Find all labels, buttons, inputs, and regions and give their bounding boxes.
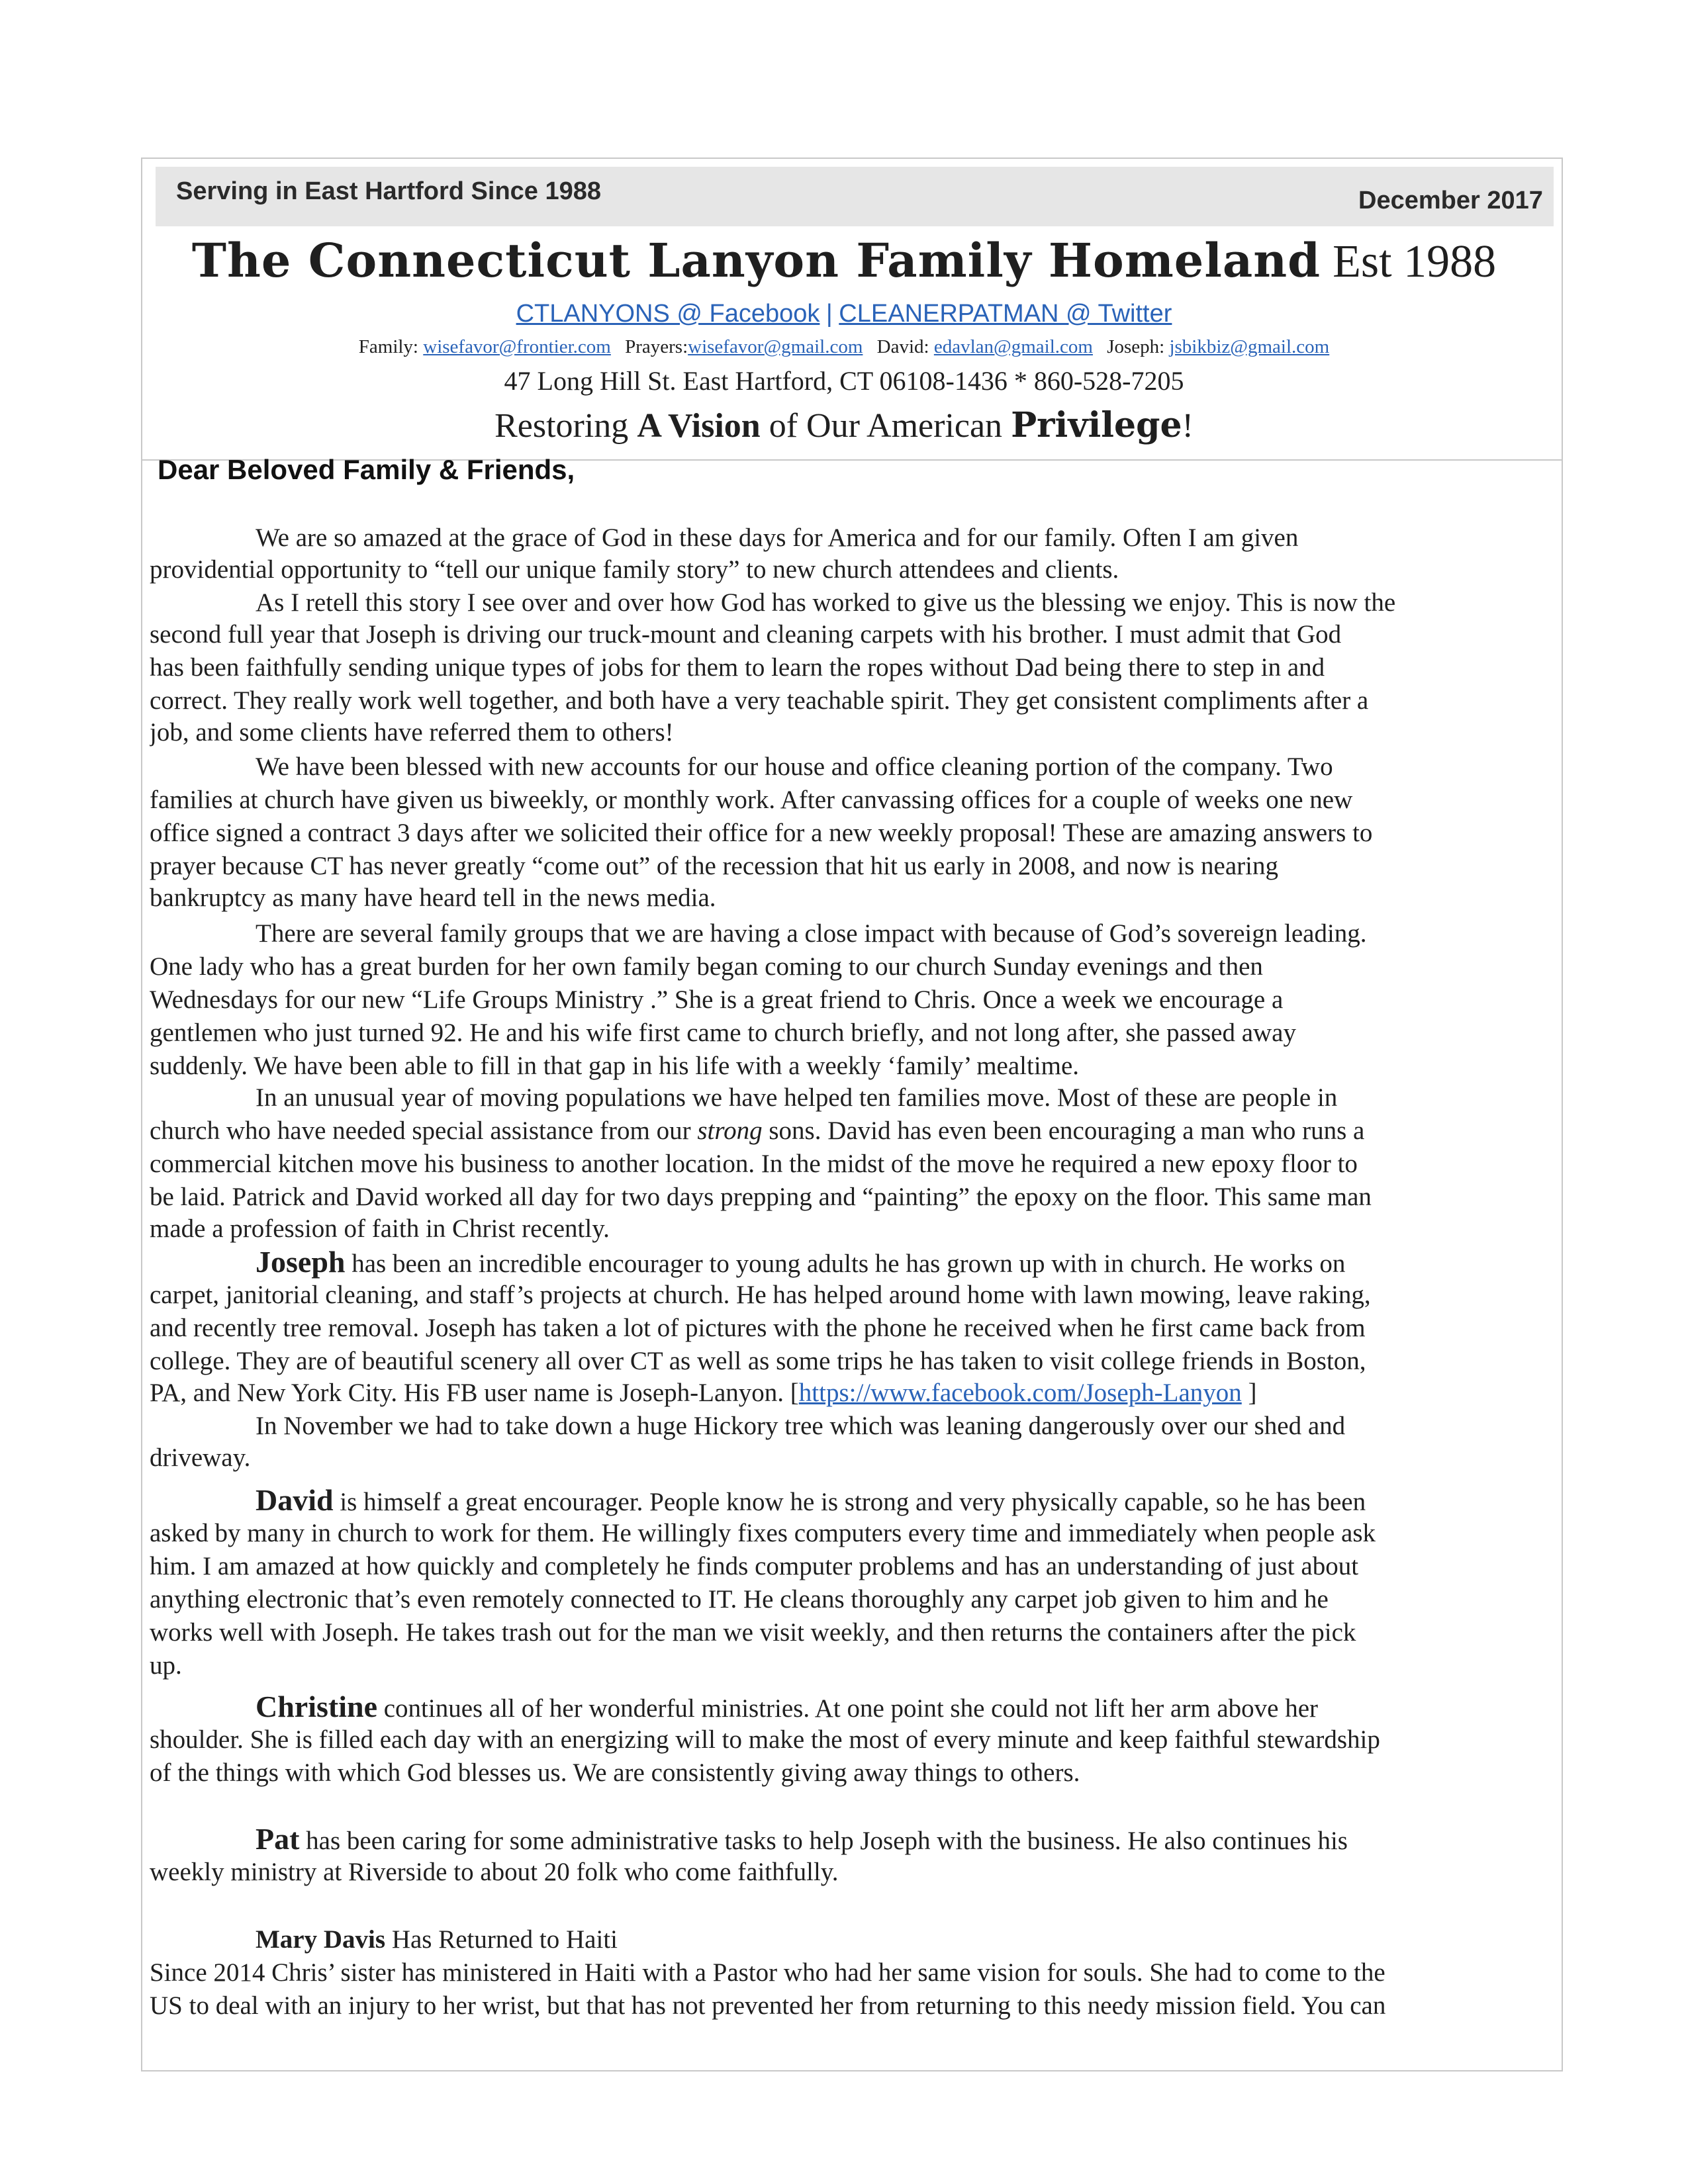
section-name-mary-davis: Mary Davis	[256, 1925, 386, 1954]
prayers-email-link[interactable]: wisefavor@gmail.com	[688, 336, 863, 357]
body-text: is himself a great encourager. People know he is strong and very physically capable, so he has been	[340, 1488, 1366, 1516]
masthead-est: Est 1988	[1333, 236, 1497, 287]
section-name-pat: Pat	[256, 1824, 300, 1856]
joseph-email-label: Joseph:	[1107, 336, 1165, 357]
family-email-link[interactable]: wisefavor@frontier.com	[423, 336, 611, 357]
contact-emails	[0, 336, 1688, 358]
section-name-christine: Christine	[256, 1692, 377, 1723]
body-line: As I retell this story I see over and over how God has worked to give us the blessing we enjoy. This is now the	[256, 588, 1396, 617]
tagline-vision: A Vision	[637, 407, 761, 445]
body-line: driveway.	[150, 1443, 251, 1472]
body-line	[150, 1116, 1566, 1146]
body-line	[150, 1247, 1672, 1279]
tagline-start: Restoring	[494, 407, 629, 445]
tagline-middle: of Our American	[769, 407, 1003, 445]
joseph-facebook-link[interactable]: https://www.facebook.com/Joseph-Lanyon	[798, 1379, 1242, 1407]
body-line: There are several family groups that we are having a close impact with because of God’s sovereign leading.	[256, 919, 1367, 948]
body-line: asked by many in church to work for them. He willingly fixes computers every time and immediately when people ask	[150, 1519, 1376, 1547]
body-line: second full year that Joseph is driving our truck-mount and cleaning carpets with his brother. I must admit that God	[150, 620, 1342, 649]
tagline	[0, 405, 1688, 445]
emphasis-strong: strong	[697, 1116, 763, 1145]
body-line: be laid. Patrick and David worked all day for two days prepping and “painting” the epoxy on the floor. This same man	[150, 1183, 1372, 1211]
body-line: has been faithfully sending unique types of jobs for them to learn the ropes without Dad being there to step in and	[150, 653, 1325, 682]
body-line: correct. They really work well together, and both have a very teachable spirit. They get consistent compliments after a	[150, 686, 1369, 715]
section-heading-mary-davis	[150, 1925, 1672, 1955]
body-line: providential opportunity to “tell our unique family story” to new church attendees and clients.	[150, 555, 1119, 584]
masthead-title	[0, 233, 1688, 289]
body-line	[150, 1692, 1672, 1724]
social-separator: |	[825, 300, 833, 328]
body-line: US to deal with an injury to her wrist, but that has not prevented her from returning to this needy mission field. You can	[150, 1991, 1386, 2020]
twitter-link[interactable]: CLEANERPATMAN @ Twitter	[839, 300, 1172, 328]
body-line: works well with Joseph. He takes trash out for the man we visit weekly, and then returns the containers after the pick	[150, 1618, 1356, 1647]
body-line: In November we had to take down a huge Hickory tree which was leaning dangerously over our shed and	[256, 1412, 1346, 1440]
david-email-label: David:	[876, 336, 929, 357]
body-line: families at church have given us biweekly, or monthly work. After canvassing offices for a couple of weeks one new	[150, 786, 1353, 814]
body-line: One lady who has a great burden for her own family began coming to our church Sunday evenings and then	[150, 952, 1263, 981]
masthead-name: The Connecticut Lanyon Family Homeland	[191, 233, 1321, 288]
body-text: church who have needed special assistance from our	[150, 1116, 691, 1145]
body-line	[150, 1378, 1566, 1408]
body-line: carpet, janitorial cleaning, and staff’s projects at church. He has helped around home with lawn mowing, leave raking,	[150, 1281, 1371, 1309]
issue-date: December 2017	[1358, 187, 1543, 214]
prayers-email-label: Prayers:	[625, 336, 688, 357]
family-email-label: Family:	[358, 336, 418, 357]
body-line: shoulder. She is filled each day with an energizing will to make the most of every minute and keep faithful stewardship	[150, 1725, 1380, 1754]
social-links	[0, 299, 1688, 328]
body-line: weekly ministry at Riverside to about 20 folk who come faithfully.	[150, 1858, 839, 1886]
body-line: college. They are of beautiful scenery all over CT as well as some trips he has taken to visit college friends in Boston,	[150, 1347, 1366, 1375]
body-line: made a profession of faith in Christ recently.	[150, 1214, 610, 1243]
body-text: has been caring for some administrative tasks to help Joseph with the business. He also continues his	[306, 1827, 1348, 1855]
body-line: In an unusual year of moving populations we have helped ten families move. Most of these are people in	[256, 1083, 1338, 1112]
body-line: of the things with which God blesses us. We are consistently giving away things to others.	[150, 1758, 1080, 1787]
body-line	[150, 1485, 1672, 1518]
body-line: job, and some clients have referred them to others!	[150, 718, 674, 747]
body-line: bankruptcy as many have heard tell in the news media.	[150, 884, 716, 912]
body-text: continues all of her wonderful ministries. At one point she could not lift her arm above her	[383, 1694, 1318, 1723]
body-text: PA, and New York City. His FB user name is Joseph-Lanyon. [	[150, 1379, 799, 1407]
body-text: ]	[1241, 1379, 1257, 1407]
facebook-link[interactable]: CTLANYONS @ Facebook	[516, 300, 820, 328]
body-line: Wednesdays for our new “Life Groups Ministry .” She is a great friend to Chris. Once a week we encourage a	[150, 985, 1284, 1014]
david-email-link[interactable]: edavlan@gmail.com	[933, 336, 1093, 357]
body-line: We are so amazed at the grace of God in these days for America and for our family. Often I am given	[256, 523, 1299, 552]
body-text: has been an incredible encourager to young adults he has grown up with in church. He works on	[352, 1250, 1346, 1278]
tagline-exclamation: !	[1182, 407, 1194, 445]
section-heading-text: Has Returned to Haiti	[391, 1925, 618, 1954]
street-address: 47 Long Hill St. East Hartford, CT 06108-1436 * 860-528-7205	[504, 366, 1184, 396]
body-line: gentlemen who just turned 92. He and his wife first came to church briefly, and not long after, she passed away	[150, 1019, 1296, 1047]
body-text: sons. David has even been encouraging a man who runs a	[769, 1116, 1365, 1145]
joseph-email-link[interactable]: jsbikbiz@gmail.com	[1169, 336, 1330, 357]
body-line: office signed a contract 3 days after we solicited their office for a new weekly proposal! These are amazing answers to	[150, 819, 1373, 847]
body-line: anything electronic that’s even remotely connected to IT. He cleans thoroughly any carpet job given to him and he	[150, 1585, 1329, 1614]
tagline-privilege: Privilege	[1011, 405, 1182, 445]
body-line: Since 2014 Chris’ sister has ministered in Haiti with a Pastor who had her same vision for souls. She had to come to the	[150, 1958, 1385, 1987]
body-line: up.	[150, 1651, 182, 1680]
body-line: commercial kitchen move his business to another location. In the midst of the move he required a new epoxy floor to	[150, 1150, 1358, 1178]
salutation: Dear Beloved Family & Friends,	[158, 454, 575, 485]
body-line: and recently tree removal. Joseph has taken a lot of pictures with the phone he received when he first came back from	[150, 1314, 1366, 1342]
body-line: We have been blessed with new accounts for our house and office cleaning portion of the company. Two	[256, 752, 1333, 781]
body-line: him. I am amazed at how quickly and completely he finds computer problems and has an understanding of just about	[150, 1552, 1359, 1580]
body-line: suddenly. We have been able to fill in that gap in his life with a weekly ‘family’ mealtime.	[150, 1052, 1080, 1080]
serving-since-label: Serving in East Hartford Since 1988	[176, 177, 602, 205]
body-line: prayer because CT has never greatly “come out” of the recession that hit us early in 2008, and now is nearing	[150, 852, 1278, 880]
section-name-joseph: Joseph	[256, 1247, 346, 1279]
section-name-david: David	[256, 1485, 334, 1517]
body-line	[150, 1824, 1672, 1856]
